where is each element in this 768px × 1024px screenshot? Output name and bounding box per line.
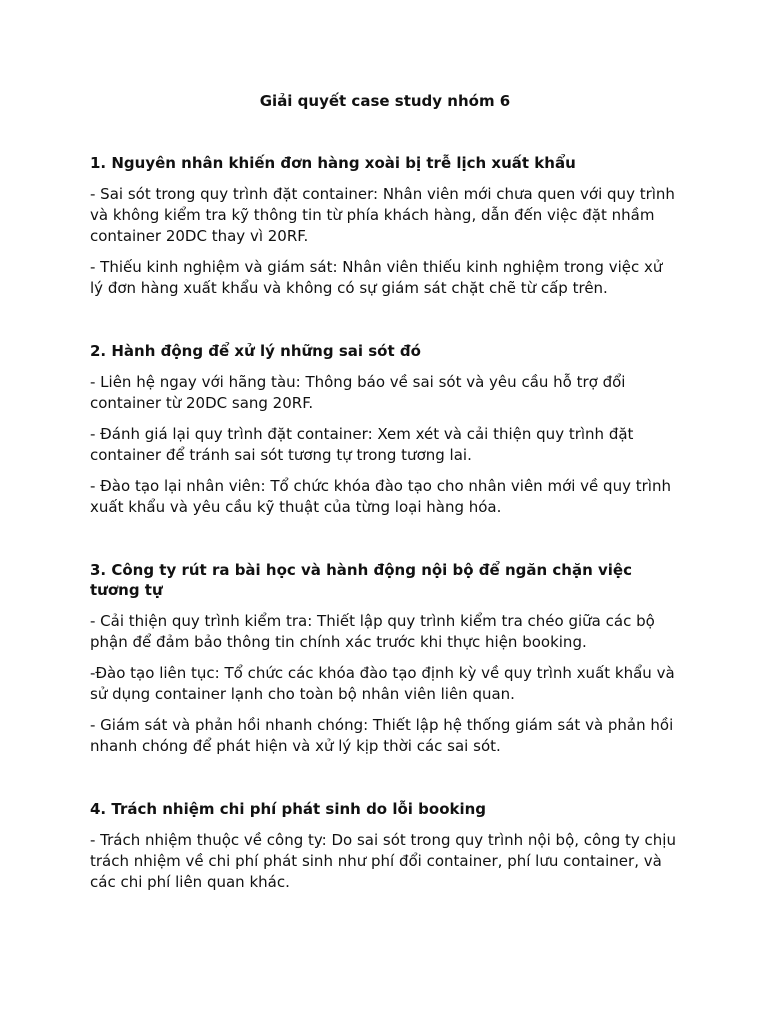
section-2 [90, 341, 680, 518]
section-heading: 4. Trách nhiệm chi phí phát sinh do lỗi booking [90, 800, 487, 818]
paragraph: - Liên hệ ngay với hãng tàu: Thông báo về sai sót và yêu cầu hỗ trợ đổi container từ 20DC sang 20RF. [90, 373, 626, 412]
section-4 [90, 799, 680, 893]
paragraph: - Giám sát và phản hồi nhanh chóng: Thiết lập hệ thống giám sát và phản hồi nhanh chóng để phát hiện và xử lý kịp thời các sai sót. [90, 716, 674, 755]
paragraph: - Sai sót trong quy trình đặt container: Nhân viên mới chưa quen với quy trình và không kiểm tra kỹ thông tin từ phía khách hàng, dẫn đến việc đặt nhầm container 20DC thay vì 20RF. [90, 185, 675, 245]
paragraph: - Đào tạo lại nhân viên: Tổ chức khóa đào tạo cho nhân viên mới về quy trình xuất khẩu và yêu cầu kỹ thuật của từng loại hàng hóa. [90, 477, 671, 516]
section-1 [90, 153, 680, 299]
section-3 [90, 560, 680, 757]
paragraph: - Đánh giá lại quy trình đặt container: Xem xét và cải thiện quy trình đặt container để tránh sai sót tương tự trong tương lai. [90, 425, 634, 464]
document-title: Giải quyết case study nhóm 6 [259, 92, 511, 110]
paragraph: - Trách nhiệm thuộc về công ty: Do sai sót trong quy trình nội bộ, công ty chịu trách nhiệm về chi phí phát sinh như phí đổi container, phí lưu container, và các chi phí liên quan khác. [90, 831, 676, 891]
section-heading: 3. Công ty rút ra bài học và hành động nội bộ để ngăn chặn việc tương tự [90, 561, 632, 599]
paragraph: -Đào tạo liên tục: Tổ chức các khóa đào tạo định kỳ về quy trình xuất khẩu và sử dụng container lạnh cho toàn bộ nhân viên liên quan. [90, 664, 675, 703]
section-heading: 2. Hành động để xử lý những sai sót đó [90, 342, 421, 360]
section-heading: 1. Nguyên nhân khiến đơn hàng xoài bị trễ lịch xuất khẩu [90, 154, 576, 172]
paragraph: - Thiếu kinh nghiệm và giám sát: Nhân viên thiếu kinh nghiệm trong việc xử lý đơn hàng xuất khẩu và không có sự giám sát chặt chẽ từ cấp trên. [90, 258, 663, 297]
paragraph: - Cải thiện quy trình kiểm tra: Thiết lập quy trình kiểm tra chéo giữa các bộ phận để đảm bảo thông tin chính xác trước khi thực hiện booking. [90, 612, 655, 651]
